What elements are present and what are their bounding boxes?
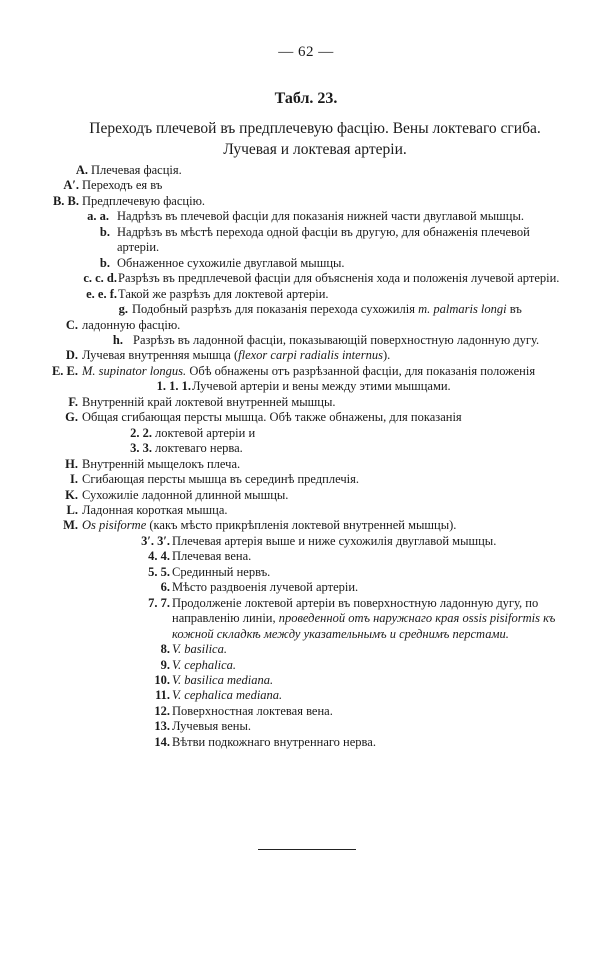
- legend-entry: [0, 410, 612, 425]
- legend-text-part: Плечевая вена.: [172, 549, 252, 564]
- legend-label: 7. 7.: [148, 595, 170, 610]
- legend-text-part: Плечевая фасція.: [91, 163, 182, 177]
- legend-entry: [0, 518, 612, 533]
- legend-text-part: Обѣ обнажены отъ разрѣзанной фасціи, для показанія положенія: [186, 363, 536, 378]
- legend-text: [172, 735, 564, 750]
- legend-entry: [0, 565, 612, 580]
- legend-text-part: локтеваго нерва.: [155, 441, 243, 456]
- legend-text-part: Надрѣзъ въ плечевой фасціи для показанія нижней части двуглавой мышцы.: [117, 209, 525, 224]
- latin-term: V. basilica.: [172, 642, 227, 657]
- latin-term: V. basilica mediana.: [172, 672, 274, 687]
- legend-text: [82, 395, 572, 410]
- legend-text: [192, 379, 572, 394]
- latin-term: V. cephalica.: [172, 657, 236, 672]
- legend-label: 5. 5.: [148, 564, 170, 579]
- legend-text: [117, 225, 561, 256]
- legend-entry: [0, 704, 612, 719]
- legend-label: b.: [99, 255, 110, 270]
- legend-text-part: Лучевыя вены.: [172, 719, 252, 734]
- latin-term: Os pisiforme: [82, 518, 147, 533]
- legend-label: B. B.: [52, 193, 79, 208]
- page-subtitle: Переходъ плечевой въ предплечевую фасцію. Вены локтеваго сгиба. Лучевая и локтевая артеріи.: [89, 120, 541, 158]
- legend-text-part: Внутренній мыщелокъ плеча.: [82, 456, 241, 471]
- legend-entry: [0, 642, 612, 657]
- legend-text-part: Разрѣзъ въ ладонной фасціи, показывающій поверхностную ладонную дугу.: [133, 332, 540, 347]
- legend-text: [117, 209, 561, 224]
- legend-text: [82, 364, 572, 379]
- legend-text: [117, 256, 561, 271]
- legend-text-part: Плечевая артерія выше и ниже сухожилія двуглавой мышцы.: [172, 533, 497, 548]
- legend-text: [172, 658, 564, 673]
- legend-label: G.: [65, 410, 78, 425]
- footer-rule: [258, 849, 356, 850]
- legend-label: D.: [65, 348, 78, 363]
- legend-text: [82, 318, 572, 333]
- legend-label: A′.: [63, 178, 79, 193]
- legend-entry: [0, 348, 612, 363]
- page-title: Табл. 23.: [274, 90, 338, 107]
- legend-label: 6.: [160, 580, 170, 595]
- legend-text-part: Общая сгибающая персты мышца. Обѣ также обнажены, для показанія: [82, 410, 462, 425]
- legend-entry: [0, 194, 612, 209]
- legend-text-part: Продолженіе локтевой артеріи въ поверхностную ладонную дугу, по направленію линіи,: [172, 595, 539, 626]
- legend-text: [172, 719, 564, 734]
- legend-entry: [0, 178, 612, 193]
- legend-label: e. e. f.: [86, 286, 117, 301]
- legend-entry: [0, 364, 612, 379]
- legend-text: [91, 163, 571, 178]
- legend-text-part: Обнаженное сухожиліе двуглавой мышцы.: [117, 255, 345, 270]
- legend-label: g.: [118, 302, 128, 317]
- legend-text-part: Ладонная короткая мышца.: [82, 502, 228, 517]
- latin-term: flexor carpi radialis internus: [238, 348, 383, 363]
- page-number: — 62 —: [278, 44, 334, 60]
- legend-entry: [0, 318, 612, 333]
- legend-text: [118, 271, 562, 286]
- legend-text: [172, 704, 564, 719]
- legend-entry: [0, 395, 612, 410]
- legend-text: [82, 457, 572, 472]
- legend-text-part: Вѣтви подкожнаго внутреннаго нерва.: [172, 734, 376, 749]
- legend-entry: [0, 534, 612, 549]
- legend-label: 14.: [154, 734, 170, 749]
- legend-label: F.: [68, 394, 78, 409]
- legend-text-part: въ: [506, 302, 522, 317]
- legend-entry: [0, 580, 612, 595]
- legend-text-part: Разрѣзъ въ предплечевой фасціи для объясненія хода и положенія лучевой артеріи.: [118, 271, 560, 286]
- legend-text: [172, 673, 564, 688]
- legend-text-part: Такой же разрѣзъ для локтевой артеріи.: [118, 286, 329, 301]
- latin-term: проведенной отъ наружнаго края ossis pisiformis къ кожной складкѣ между указательнымъ и среднимъ перстами.: [172, 611, 556, 641]
- legend-text: [118, 287, 562, 302]
- legend-label: H.: [65, 456, 78, 471]
- legend-text-part: ладонную фасцію.: [82, 317, 181, 332]
- legend-text-part: Переходъ ея въ: [82, 178, 163, 193]
- legend-text: [82, 472, 572, 487]
- legend-text-part: Срединный нервъ.: [172, 564, 271, 579]
- legend-text: [82, 348, 572, 363]
- latin-term: M. supinator longus.: [82, 363, 187, 378]
- legend-entry: [0, 658, 612, 673]
- legend-label: A.: [75, 163, 88, 177]
- legend-text: [172, 688, 564, 703]
- legend-entry: [0, 302, 612, 317]
- legend-label: c. c. d.: [83, 271, 117, 286]
- legend-label: 4. 4.: [148, 549, 170, 564]
- legend-label: 3′. 3′.: [141, 533, 170, 548]
- legend-text: [82, 518, 572, 533]
- legend-label: 2. 2.: [130, 425, 152, 440]
- legend-text-part: Сгибающая персты мышца въ серединѣ предплечія.: [82, 472, 359, 487]
- legend-label: E. E.: [51, 363, 78, 378]
- legend-entry: [0, 426, 612, 441]
- legend-label: a. a.: [87, 209, 109, 224]
- legend-label: 12.: [154, 703, 170, 718]
- latin-term: V. cephalica mediana.: [172, 688, 283, 703]
- legend-entry: [0, 225, 612, 256]
- legend-entry: [0, 472, 612, 487]
- legend-text: [155, 426, 555, 441]
- legend-label: 13.: [154, 719, 170, 734]
- legend-text-part: (какъ мѣсто прикрѣпленія локтевой внутренней мышцы).: [146, 518, 457, 533]
- legend-entry: [0, 209, 612, 224]
- legend-text: [155, 441, 555, 456]
- legend-entry: [0, 596, 612, 642]
- legend-label: 1. 1. 1.: [156, 379, 191, 394]
- legend-text: [82, 410, 572, 425]
- legend-label: M.: [63, 518, 78, 533]
- legend-text-part: Лучевой артеріи и вены между этими мышцами.: [192, 379, 451, 394]
- legend-text: [172, 642, 564, 657]
- legend-entry: [0, 441, 612, 456]
- legend-entry: [0, 735, 612, 750]
- legend-entry: [0, 549, 612, 564]
- legend-text-part: локтевой артеріи и: [155, 425, 256, 440]
- legend-text: [172, 534, 572, 549]
- legend-list: [0, 163, 612, 750]
- legend-text-part: Сухожиліе ладонной длинной мышцы.: [82, 487, 289, 502]
- legend-label: b.: [99, 224, 110, 239]
- legend-label: 9.: [160, 657, 170, 672]
- legend-text-part: Надрѣзъ въ мѣстѣ перехода одной фасціи въ другую, для обнаженія плечевой артеріи.: [117, 224, 530, 255]
- legend-text: [132, 302, 562, 317]
- legend-entry: [0, 673, 612, 688]
- legend-label: L.: [66, 502, 78, 517]
- legend-label: C.: [65, 317, 78, 332]
- legend-text: [82, 503, 572, 518]
- legend-entry: [0, 503, 612, 518]
- legend-label: 11.: [155, 688, 170, 703]
- legend-text: [172, 580, 572, 595]
- legend-entry: [0, 287, 612, 302]
- legend-text-part: Лучевая внутренняя мышца (: [82, 348, 239, 363]
- legend-entry: [0, 333, 612, 348]
- legend-text-part: Внутренній край локтевой внутренней мышцы.: [82, 394, 336, 409]
- legend-entry: [0, 719, 612, 734]
- legend-entry: [0, 256, 612, 271]
- legend-label: 3. 3.: [130, 441, 152, 456]
- legend-entry: [0, 488, 612, 503]
- legend-entry: [0, 457, 612, 472]
- legend-label: h.: [112, 332, 123, 347]
- legend-text: [172, 565, 572, 580]
- legend-text-part: Поверхностная локтевая вена.: [172, 703, 333, 718]
- legend-text-part: Подобный разрѣзъ для показанія перехода сухожилія: [132, 302, 419, 317]
- legend-label: 8.: [160, 642, 170, 657]
- latin-term: m. palmaris longi: [418, 302, 507, 317]
- legend-entry: [0, 688, 612, 703]
- legend-label: 10.: [154, 672, 170, 687]
- legend-text: [82, 178, 572, 193]
- legend-text: [172, 596, 564, 642]
- legend-text-part: ).: [382, 348, 391, 363]
- legend-entry: [0, 379, 612, 394]
- legend-text: [133, 333, 573, 348]
- legend-text-part: Предплечевую фасцію.: [82, 193, 206, 208]
- legend-entry: [0, 163, 612, 178]
- legend-label: K.: [65, 487, 78, 502]
- legend-text: [172, 549, 572, 564]
- legend-entry: [0, 271, 612, 286]
- legend-text-part: Мѣсто раздвоенія лучевой артеріи.: [172, 580, 359, 595]
- legend-label: I.: [70, 472, 78, 487]
- legend-text: [82, 194, 572, 209]
- legend-text: [82, 488, 572, 503]
